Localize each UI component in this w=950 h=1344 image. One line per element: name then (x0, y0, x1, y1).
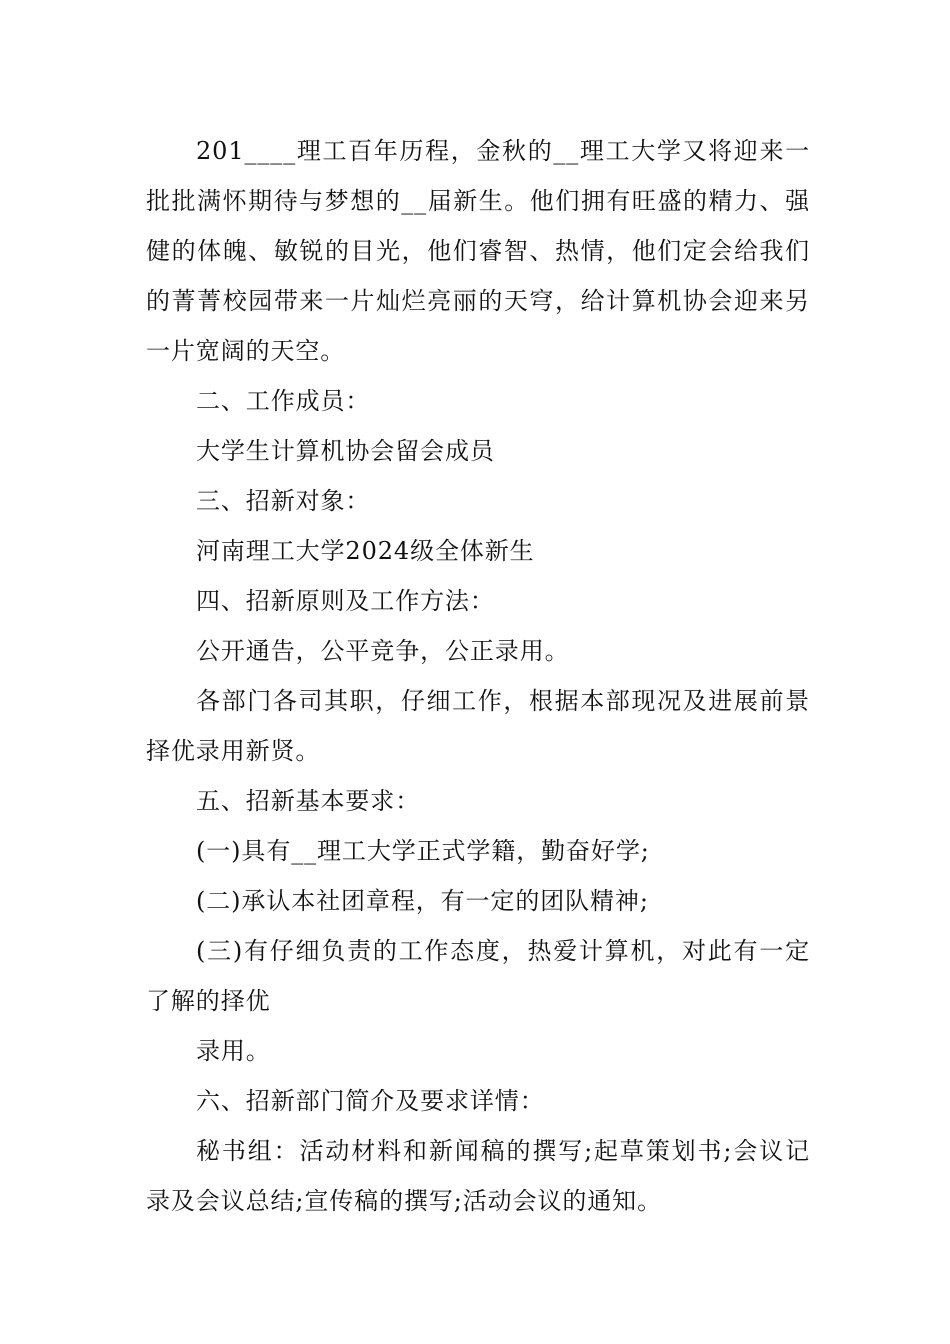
paragraph-requirement-2: (二)承认本社团章程，有一定的团队精神; (196, 887, 649, 915)
heading-principles-methods: 四、招新原则及工作方法： (196, 587, 495, 615)
paragraph-principle-2: 各部门各司其职，仔细工作，根据本部现况及进展前景择优录用新贤。 (146, 687, 810, 765)
paragraph-requirement-3-continued: 录用。 (196, 1037, 271, 1065)
paragraph-requirement-3: (三)有仔细负责的工作态度，热爱计算机，对此有一定了解的择优 (146, 937, 810, 1015)
paragraph-work-members: 大学生计算机协会留会成员 (196, 437, 495, 465)
heading-department-intro: 六、招新部门简介及要求详情： (196, 1087, 545, 1115)
heading-recruit-target: 三、招新对象： (196, 487, 371, 515)
heading-basic-requirements: 五、招新基本要求： (196, 787, 421, 815)
paragraph-principle-1: 公开通告，公平竞争，公正录用。 (196, 637, 570, 665)
document-body (146, 126, 810, 1226)
paragraph-recruit-target: 河南理工大学2024级全体新生 (196, 537, 535, 565)
paragraph-intro: 201____理工百年历程，金秋的__理工大学又将迎来一批批满怀期待与梦想的__届新生。他们拥有旺盛的精力、强健的体魄、敏锐的目光，他们睿智、热情，他们定会给我们的菁菁校园带来一片灿烂亮丽的天穹，给计算机协会迎来另一片宽阔的天空。 (146, 137, 810, 365)
heading-work-members: 二、工作成员： (196, 387, 371, 415)
paragraph-secretary-group: 秘书组：活动材料和新闻稿的撰写;起草策划书;会议记录及会议总结;宣传稿的撰写;活动会议的通知。 (146, 1137, 810, 1215)
paragraph-requirement-1: (一)具有__理工大学正式学籍，勤奋好学; (196, 837, 650, 865)
